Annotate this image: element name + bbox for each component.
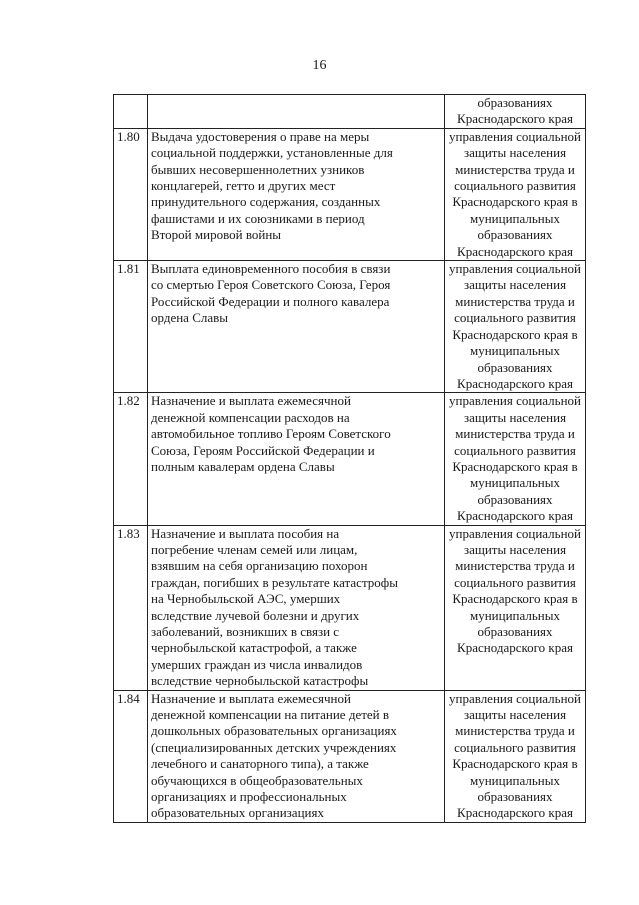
service-description [148, 95, 445, 129]
service-description-text: Выплата единовременного пособия в связи со смертью Героя Советского Союза, Героя Российской Федерации и полного кавалера ордена Славы [151, 261, 391, 326]
row-number: 1.83 [114, 525, 148, 690]
service-description [148, 690, 445, 822]
table-row [114, 128, 586, 260]
service-description-text: Назначение и выплата пособия на погребение членам семей или лицам, взявшим на себя организацию похорон граждан, погибших в результате катастрофы на Чернобыльской АЭС, умерших вследствие лучевой болезни и других заболеваний, возникших в связи с чернобыльской катастрофой, а также умерших граждан из числа инвалидов вследствие чернобыльской катастрофы [151, 525, 398, 689]
responsible-organization-text: управления социальной защиты населения министерства труда и социального развития Краснодарского края в муниципальных образованиях Краснодарского края [449, 690, 581, 821]
page-number: 16 [312, 58, 327, 73]
responsible-organization [445, 525, 586, 690]
row-number: 1.80 [114, 128, 148, 260]
responsible-organization [445, 261, 586, 393]
responsible-organization [445, 95, 586, 129]
service-description-text: Назначение и выплата ежемесячной денежной компенсации на питание детей в дошкольных образовательных организациях (специализированных детских учреждениях лечебного и санаторного типа), а также обучающихся в общеобразовательных организациях и профессиональных образовательных организациях [151, 690, 397, 821]
service-description [148, 525, 445, 690]
responsible-organization [445, 393, 586, 525]
responsible-organization-text: образованиях Краснодарского края [457, 95, 573, 127]
responsible-organization [445, 128, 586, 260]
responsible-organization-text: управления социальной защиты населения министерства труда и социального развития Краснодарского края в муниципальных образованиях Краснодарского края [449, 128, 581, 259]
service-description-text: Выдача удостоверения о праве на меры социальной поддержки, установленные для бывших несовершеннолетних узников концлагерей, гетто и других мест принудительного содержания, созданных фашистами и их союзниками в период Второй мировой войны [151, 128, 393, 243]
service-description-text: Назначение и выплата ежемесячной денежной компенсации расходов на автомобильное топливо Героям Советского Союза, Героям Российской Федерации и полным кавалерам ордена Славы [151, 393, 391, 474]
row-number: 1.81 [114, 261, 148, 393]
table-row [114, 690, 586, 822]
service-description [148, 393, 445, 525]
responsible-organization [445, 690, 586, 822]
table-row [114, 261, 586, 393]
table-row [114, 525, 586, 690]
responsible-organization-text: управления социальной защиты населения министерства труда и социального развития Краснодарского края в муниципальных образованиях Краснодарского края [449, 525, 581, 656]
service-description [148, 261, 445, 393]
responsible-organization-text: управления социальной защиты населения министерства труда и социального развития Краснодарского края в муниципальных образованиях Краснодарского края [449, 393, 581, 524]
table-row [114, 393, 586, 525]
responsible-organization-text: управления социальной защиты населения министерства труда и социального развития Краснодарского края в муниципальных образованиях Краснодарского края [449, 261, 581, 391]
services-table [113, 94, 586, 823]
row-number: 1.82 [114, 393, 148, 525]
row-number [114, 95, 148, 129]
table-row [114, 95, 586, 129]
row-number: 1.84 [114, 690, 148, 822]
service-description [148, 128, 445, 260]
